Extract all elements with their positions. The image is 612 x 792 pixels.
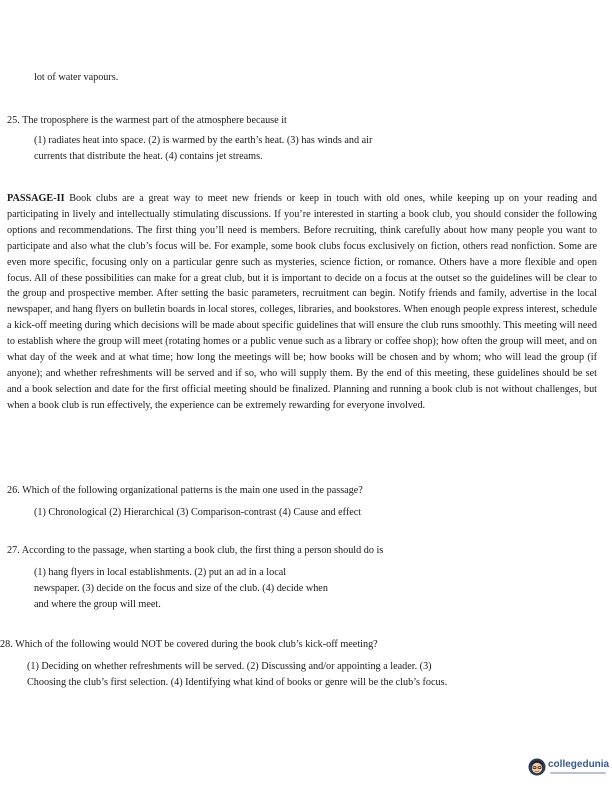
passage-label: PASSAGE-II	[7, 193, 65, 204]
continuation-text: lot of water vapours.	[34, 72, 119, 83]
logo-text: collegedunia	[548, 759, 610, 770]
question-25	[7, 113, 597, 165]
logo-tagline-bar	[550, 772, 606, 774]
collegedunia-logo[interactable]	[528, 758, 608, 784]
question-26	[7, 483, 597, 521]
passage-body: Book clubs are a great way to meet new friends or keep in touch with old ones, while keeping up on your reading and participating in lively and intellectually stimulating discussions. If you’re interested in starting a book club, you should consider the following options and recommendations. The first thing you’ll need is members. Before recruiting, think carefully about how many people you want to participate and also what the club’s focus will be. For example, some book clubs focus exclusively on fiction, others read nonfiction. Some are even more specific, focusing only on a particular genre such as mysteries, science fiction, or romance. Others have a more flexible and open focus. All of these possibilities can make for a great club, but it is important to decide on a focus at the outset so the guidelines will be clear to the group and prospective member. After setting the basic parameters, recruitment can begin. Notify friends and family, advertise in the local newspaper, and hang flyers on bulletin boards in local stores, colleges, libraries, and bookstores. When enough people express interest, schedule a kick-off meeting during which decisions will be made about specific guidelines that will ensure the club runs smoothly. This meeting will need to establish where the group will meet (rotating homes or a public venue such as a library or coffee shop); how often the group will meet, and on what day of the week and at what time; how long the meetings will be; how books will be chosen and by whom; who will lead the group (if anyone); and whether refreshments will be served and if so, who will supply them. By the end of this meeting, these guidelines should be set and a book selection and date for the first official meeting should be finalized. Planning and running a book club is not without challenges, but when a book club is run effectively, the experience can be extremely rewarding for everyone involved.	[7, 193, 597, 411]
question-options: (1) hang flyers in local establishments. (2) put an ad in a local newspaper. (3) decide on the focus and size of the club. (4) decide when and where the group will meet.	[34, 566, 328, 610]
avatar-icon	[528, 758, 546, 776]
question-27	[7, 543, 597, 613]
question-stem: 28. Which of the following would NOT be covered during the book club’s kick-off meeting?	[0, 639, 378, 650]
question-stem: 25. The troposphere is the warmest part of the atmosphere because it	[7, 115, 287, 126]
question-options: (1) radiates heat into space. (2) is warmed by the earth’s heat. (3) has winds and air currents that distribute the heat. (4) contains jet streams.	[34, 134, 373, 162]
question-options: (1) Deciding on whether refreshments will be served. (2) Discussing and/or appointing a leader. (3) Choosing the club’s first selection. (4) Identifying what kind of books or genre will be the club’s focus.	[27, 660, 448, 688]
question-stem: 27. According to the passage, when starting a book club, the first thing a person should do is	[7, 545, 384, 556]
question-28	[0, 637, 590, 691]
question-options: (1) Chronological (2) Hierarchical (3) Comparison-contrast (4) Cause and effect	[34, 506, 362, 518]
passage-ii	[7, 191, 597, 414]
question-stem: 26. Which of the following organizational patterns is the main one used in the passage?	[7, 485, 363, 496]
